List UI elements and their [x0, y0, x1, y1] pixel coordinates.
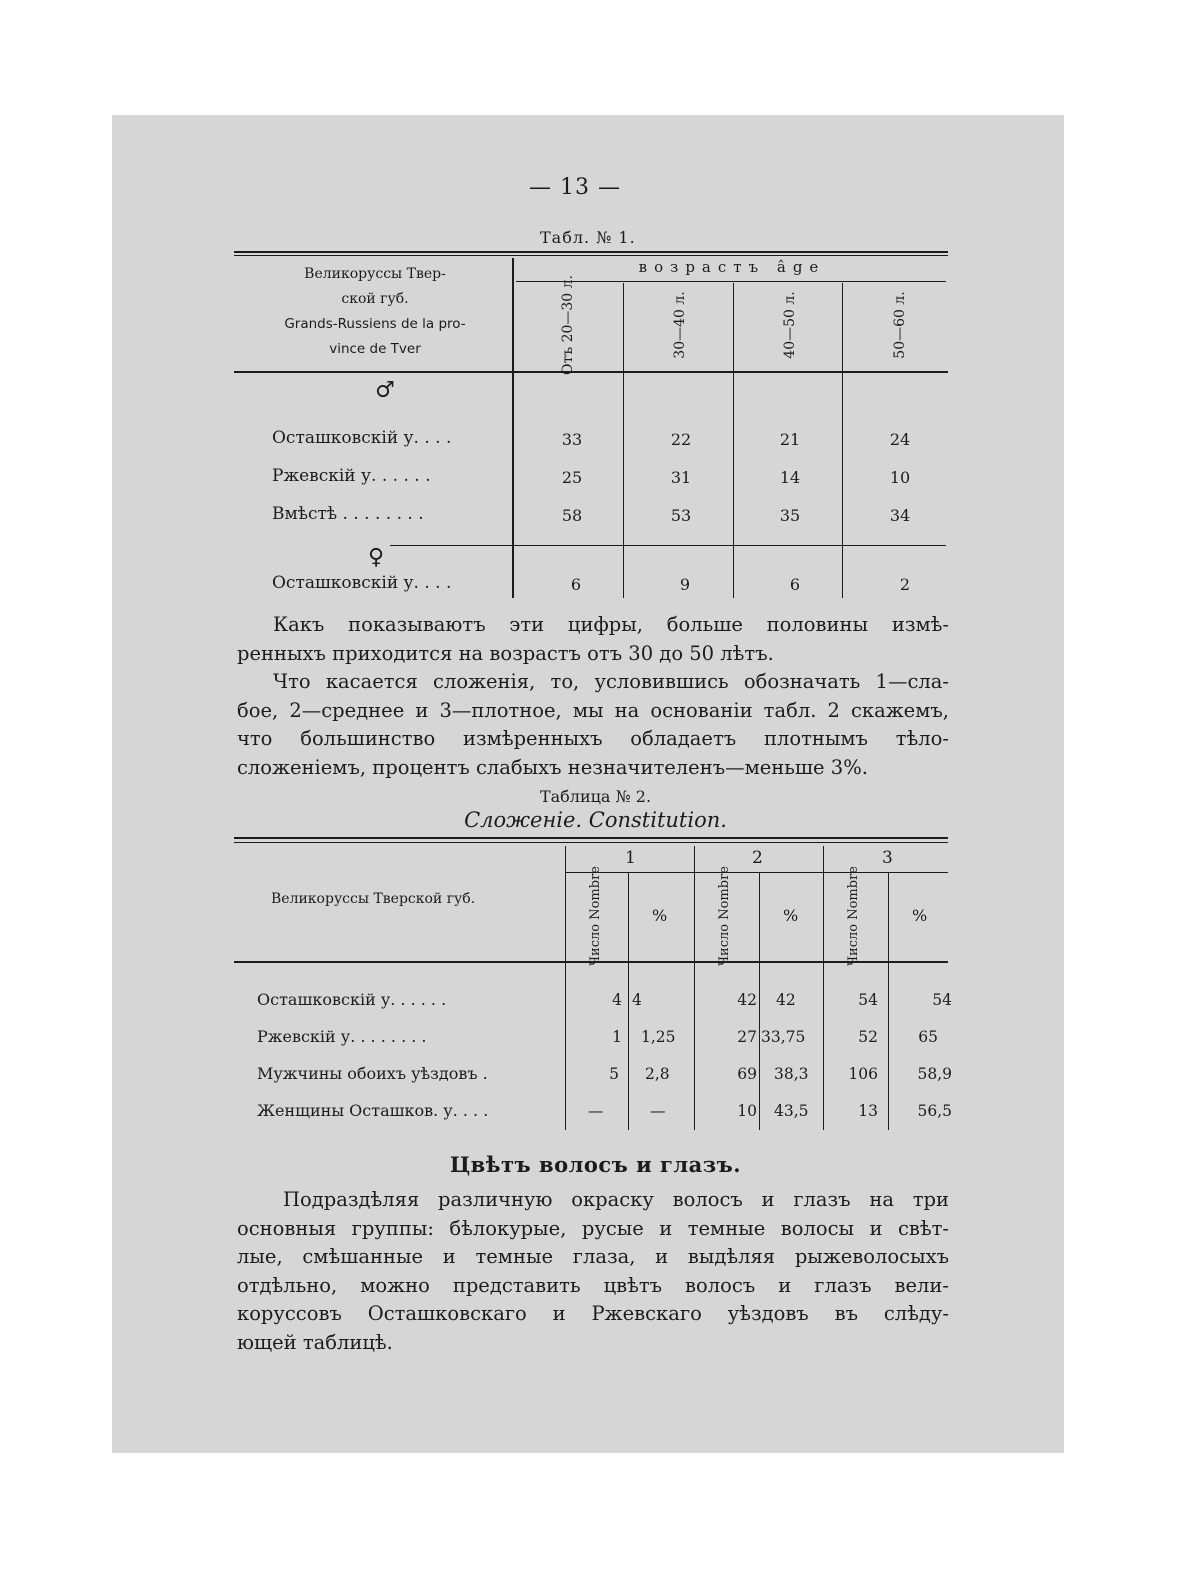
- table2-group-header: 3: [882, 848, 893, 868]
- table1-row-label: Осташковскій у. . . .: [272, 573, 452, 593]
- table2-cell: 10: [737, 1102, 757, 1120]
- table1-label-ru-1: Великоруссы Твер-: [304, 266, 446, 282]
- table2-cell: —: [588, 1102, 604, 1120]
- male-symbol: ♂: [375, 378, 395, 403]
- paragraph-line: бое, 2—среднее и 3—плотное, мы на основаніи табл. 2 скажемъ,: [237, 698, 949, 722]
- table2-cell: 58,9: [917, 1065, 952, 1083]
- paragraph-line: корусcовъ Осташковскаго и Ржевскаго уѣздовъ въ слѣду-: [237, 1302, 949, 1325]
- table2-cell: 27: [737, 1028, 757, 1046]
- table2-cell: 4: [632, 991, 642, 1009]
- section-heading: Цвѣтъ волосъ и глазъ.: [449, 1152, 742, 1177]
- table2-cell: 106: [848, 1065, 878, 1083]
- table2-subcol-count: Число Nombre: [588, 866, 603, 966]
- paragraph-line: отдѣльно, можно представить цвѣтъ волосъ и глазъ вели-: [237, 1273, 949, 1297]
- table2-cell: 52: [858, 1028, 878, 1046]
- paragraph-line: что большинство измѣренныхъ обладаетъ плотнымъ тѣло-: [237, 727, 949, 750]
- table1-row-label: Вмѣстѣ . . . . . . . .: [272, 504, 424, 524]
- table1-cell: 53: [670, 506, 692, 525]
- table1-row-header: [240, 262, 510, 362]
- paragraph-line: Что касается сложенія, то, условившись обозначать 1—сла-: [273, 670, 949, 693]
- table2-cell: 65: [918, 1028, 938, 1046]
- table2-group-header: 1: [625, 848, 636, 868]
- table2-subcol-pct: %: [912, 906, 928, 925]
- table2-subtitle: Сложеніе. Constitution.: [464, 808, 727, 832]
- table2-group-header: 2: [752, 848, 763, 868]
- table1-cell: 58: [561, 506, 583, 525]
- table2-cell: 54: [932, 991, 952, 1009]
- table2-cell: 1: [612, 1028, 622, 1046]
- paragraph-line: лые, смѣшанные и темные глаза, и выдѣляя рыжеволосыхъ: [237, 1245, 949, 1268]
- paragraph-line: основныя группы: бѣлокурые, русые и темные волосы и свѣт-: [237, 1216, 949, 1240]
- table1-cell: 34: [889, 506, 911, 525]
- table1-row-label: Ржевскій у. . . . . .: [272, 466, 431, 486]
- paragraph-1: [237, 611, 949, 668]
- table2-cell: 69: [737, 1065, 757, 1083]
- table1-label-fr-2: vince de Tver: [329, 341, 421, 357]
- table2-cell: 43,5: [774, 1102, 809, 1120]
- table2-row-label: Осташковскій у. . . . . .: [257, 990, 447, 1009]
- section-paragraph: [237, 1186, 949, 1357]
- table1-label-ru-2: ской губ.: [341, 291, 409, 307]
- table1-cell: 6: [570, 575, 582, 594]
- table1-cell: 14: [779, 468, 801, 487]
- table1-cell: 6: [789, 575, 801, 594]
- table1-cell: 10: [889, 468, 911, 487]
- table2-subcol-count: Число Nombre: [717, 866, 732, 966]
- paragraph-line: Какъ показываютъ эти цифры, больше половины измѣ-: [273, 613, 949, 636]
- table2-cell: 2,8: [645, 1065, 670, 1083]
- table1-cell: 22: [670, 430, 692, 449]
- table2-row-header: Великоруссы Тверской губ.: [271, 891, 476, 907]
- female-symbol: ♀: [368, 545, 385, 570]
- table2-cell: 1,25: [641, 1028, 676, 1046]
- paragraph-line: Подраздѣляя различную окраску волосъ и глазъ на три: [283, 1188, 949, 1211]
- table1-col-header: 50—60 л.: [892, 291, 908, 359]
- table1-caption: Табл. № 1.: [540, 228, 636, 247]
- table1-cell: 21: [779, 430, 801, 449]
- table2-caption: Таблица № 2.: [539, 787, 652, 806]
- table2-cell: 54: [858, 991, 878, 1009]
- table1-cell: 31: [670, 468, 692, 487]
- table2-cell: 42: [737, 991, 757, 1009]
- table2-subcol-count: Число Nombre: [846, 866, 861, 966]
- page-number: — 13 —: [529, 175, 621, 200]
- paragraph-2: [237, 668, 949, 782]
- paragraph-line: сложеніемъ, процентъ слабыхъ незначителенъ—меньше 3%.: [237, 755, 868, 779]
- table1-cell: 25: [561, 468, 583, 487]
- table2-cell: 13: [858, 1102, 878, 1120]
- table1-label-fr-1: Grands-Russiens de la pro-: [284, 316, 466, 332]
- table2-cell: 33,75: [761, 1028, 806, 1046]
- table1-col-header: 40—50 л.: [782, 291, 798, 359]
- table2-row-label: Женщины Осташков. у. . . .: [257, 1101, 489, 1120]
- table2-subcol-pct: %: [652, 906, 668, 925]
- table2-cell: —: [650, 1102, 666, 1120]
- table2-row-label: Ржевскій у. . . . . . . .: [257, 1027, 427, 1046]
- table2-cell: 5: [609, 1065, 619, 1083]
- table1-cell: 2: [899, 575, 911, 594]
- paragraph-line: ренныхъ приходится на возрастъ отъ 30 до 50 лѣтъ.: [237, 641, 774, 665]
- table2-subcol-pct: %: [783, 906, 799, 925]
- table1-cell: 33: [561, 430, 583, 449]
- table1-cell: 35: [779, 506, 801, 525]
- table1-row-label: Осташковскій у. . . .: [272, 428, 452, 448]
- paragraph-line: ющей таблицѣ.: [237, 1330, 393, 1354]
- table1-col-header: 30—40 л.: [672, 291, 688, 359]
- table1-age-header: возрастъ âge: [638, 258, 826, 276]
- table2-cell: 56,5: [917, 1102, 952, 1120]
- table1-cell: 9: [679, 575, 691, 594]
- table2-cell: 42: [776, 991, 796, 1009]
- table2-cell: 4: [612, 991, 622, 1009]
- table1-cell: 24: [889, 430, 911, 449]
- table2-cell: 38,3: [774, 1065, 809, 1083]
- table1-col-header: Отъ 20—30 л.: [560, 274, 576, 376]
- table2-row-label: Мужчины обоихъ уѣздовъ .: [257, 1064, 488, 1083]
